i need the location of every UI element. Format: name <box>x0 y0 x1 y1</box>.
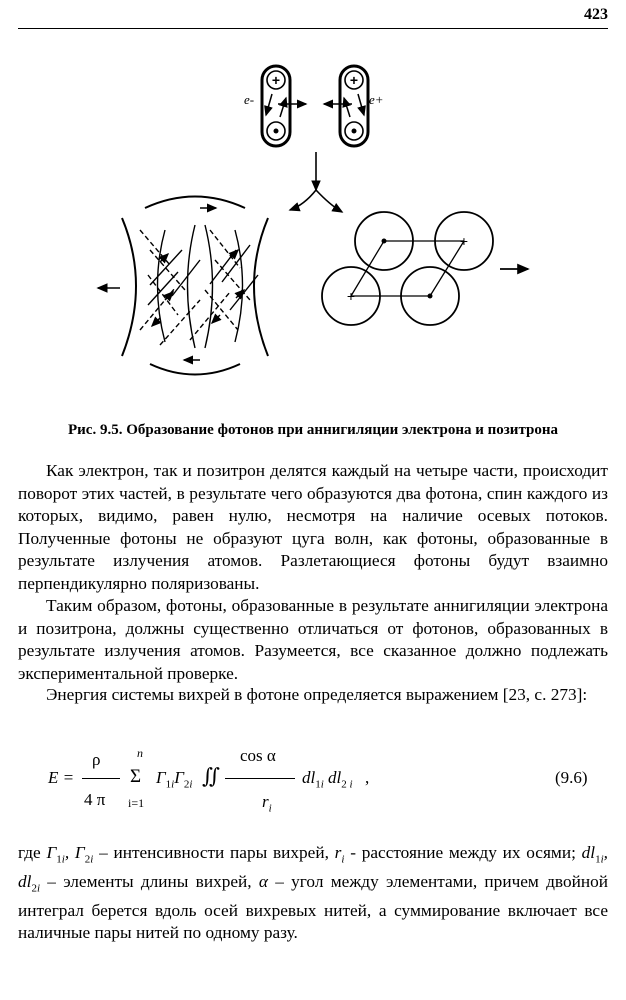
formula-rho: ρ <box>92 750 101 769</box>
right-photon-dot-1 <box>382 239 387 244</box>
paragraph-1 <box>18 460 608 595</box>
paragraph-2 <box>18 595 608 685</box>
formula-cos: cos α <box>240 746 276 765</box>
formula-sum-top: n <box>137 746 143 760</box>
formula-sum-bottom: i=1 <box>128 796 145 810</box>
left-photon <box>122 197 268 375</box>
right-photon-links <box>351 241 464 296</box>
formula-comma: , <box>365 768 370 787</box>
right-photon-plus-2: + <box>346 288 356 304</box>
right-photon-dot-2 <box>428 294 433 299</box>
formula-frac-line-2 <box>225 778 295 779</box>
formula-dl: $dl_{1i}$ $dl_{2 i}$ <box>302 768 353 791</box>
split-left-arrow <box>290 190 316 210</box>
formula-frac-line-1 <box>82 778 120 779</box>
formula-9-6 <box>0 740 626 820</box>
formula-r: $r_i$ <box>262 792 272 815</box>
electron-dot <box>274 129 279 134</box>
formula-number: (9.6) <box>555 768 588 787</box>
left-photon-arrows <box>152 208 244 360</box>
paragraph-2-text: Таким образом, фотоны, образованные в результате аннигиляции электрона и позитрона, должны существенно отличаться от фотонов, образованных в результате излучения атомов. Разумеется, все сказанное должно подлежать экспериментальной проверке. <box>18 596 608 683</box>
paragraph-4-text: где $\Gamma_{1i}$, $\Gamma_{2i}$ – интенсивности пары вихрей, $r_i$ - расстояние между их осями; $dl_{1i}$, $dl_{2i}$ – элементы длины вихрей, α – угол между элементами, причем двойной интеграл берется вдоль осей вихревых нитей, а суммирование включает все наличные пары нитей по одному разу. <box>18 843 608 943</box>
annihilation-figure <box>0 40 626 415</box>
positron-dot <box>352 129 357 134</box>
right-photon-plus-1: + <box>459 233 469 249</box>
figure-caption: Рис. 9.5. Образование фотонов при аннигиляции электрона и позитрона <box>68 422 558 438</box>
formula-lhs: E = <box>48 768 75 787</box>
electron-plus: + <box>271 72 281 88</box>
formula-double-integral: ∬ <box>202 764 220 788</box>
label-positron: e+ <box>369 92 384 107</box>
header-rule <box>18 28 608 29</box>
paragraph-3-text: Энергия системы вихрей в фотоне определяется выражением [23, с. 273]: <box>46 685 588 704</box>
label-electron: e- <box>244 92 255 107</box>
paragraph-3 <box>18 684 608 707</box>
split-right-arrow <box>316 190 342 212</box>
formula-four-pi: 4 π <box>84 790 106 809</box>
paragraph-4 <box>18 842 608 945</box>
formula-gammas: $\Gamma_{1i}\Gamma_{2i}$ <box>156 768 193 791</box>
paragraph-1-text: Как электрон, так и позитрон делятся каждый на четыре части, происходит поворот этих частей, в результате чего образуются два фотона, спин каждого из которых, видимо, равен нулю, несмотря на наличие осевых потоков. Полученные фотоны не образуют цуга волн, как фотоны, образованные в результате излучения атомов. Разлетающиеся фотоны будут взаимно перпендикулярно поляризованы. <box>18 461 608 593</box>
formula-sum: Σ <box>130 766 142 787</box>
right-photon <box>322 212 493 325</box>
positron-plus: + <box>349 72 359 88</box>
page-number: 423 <box>584 6 608 23</box>
